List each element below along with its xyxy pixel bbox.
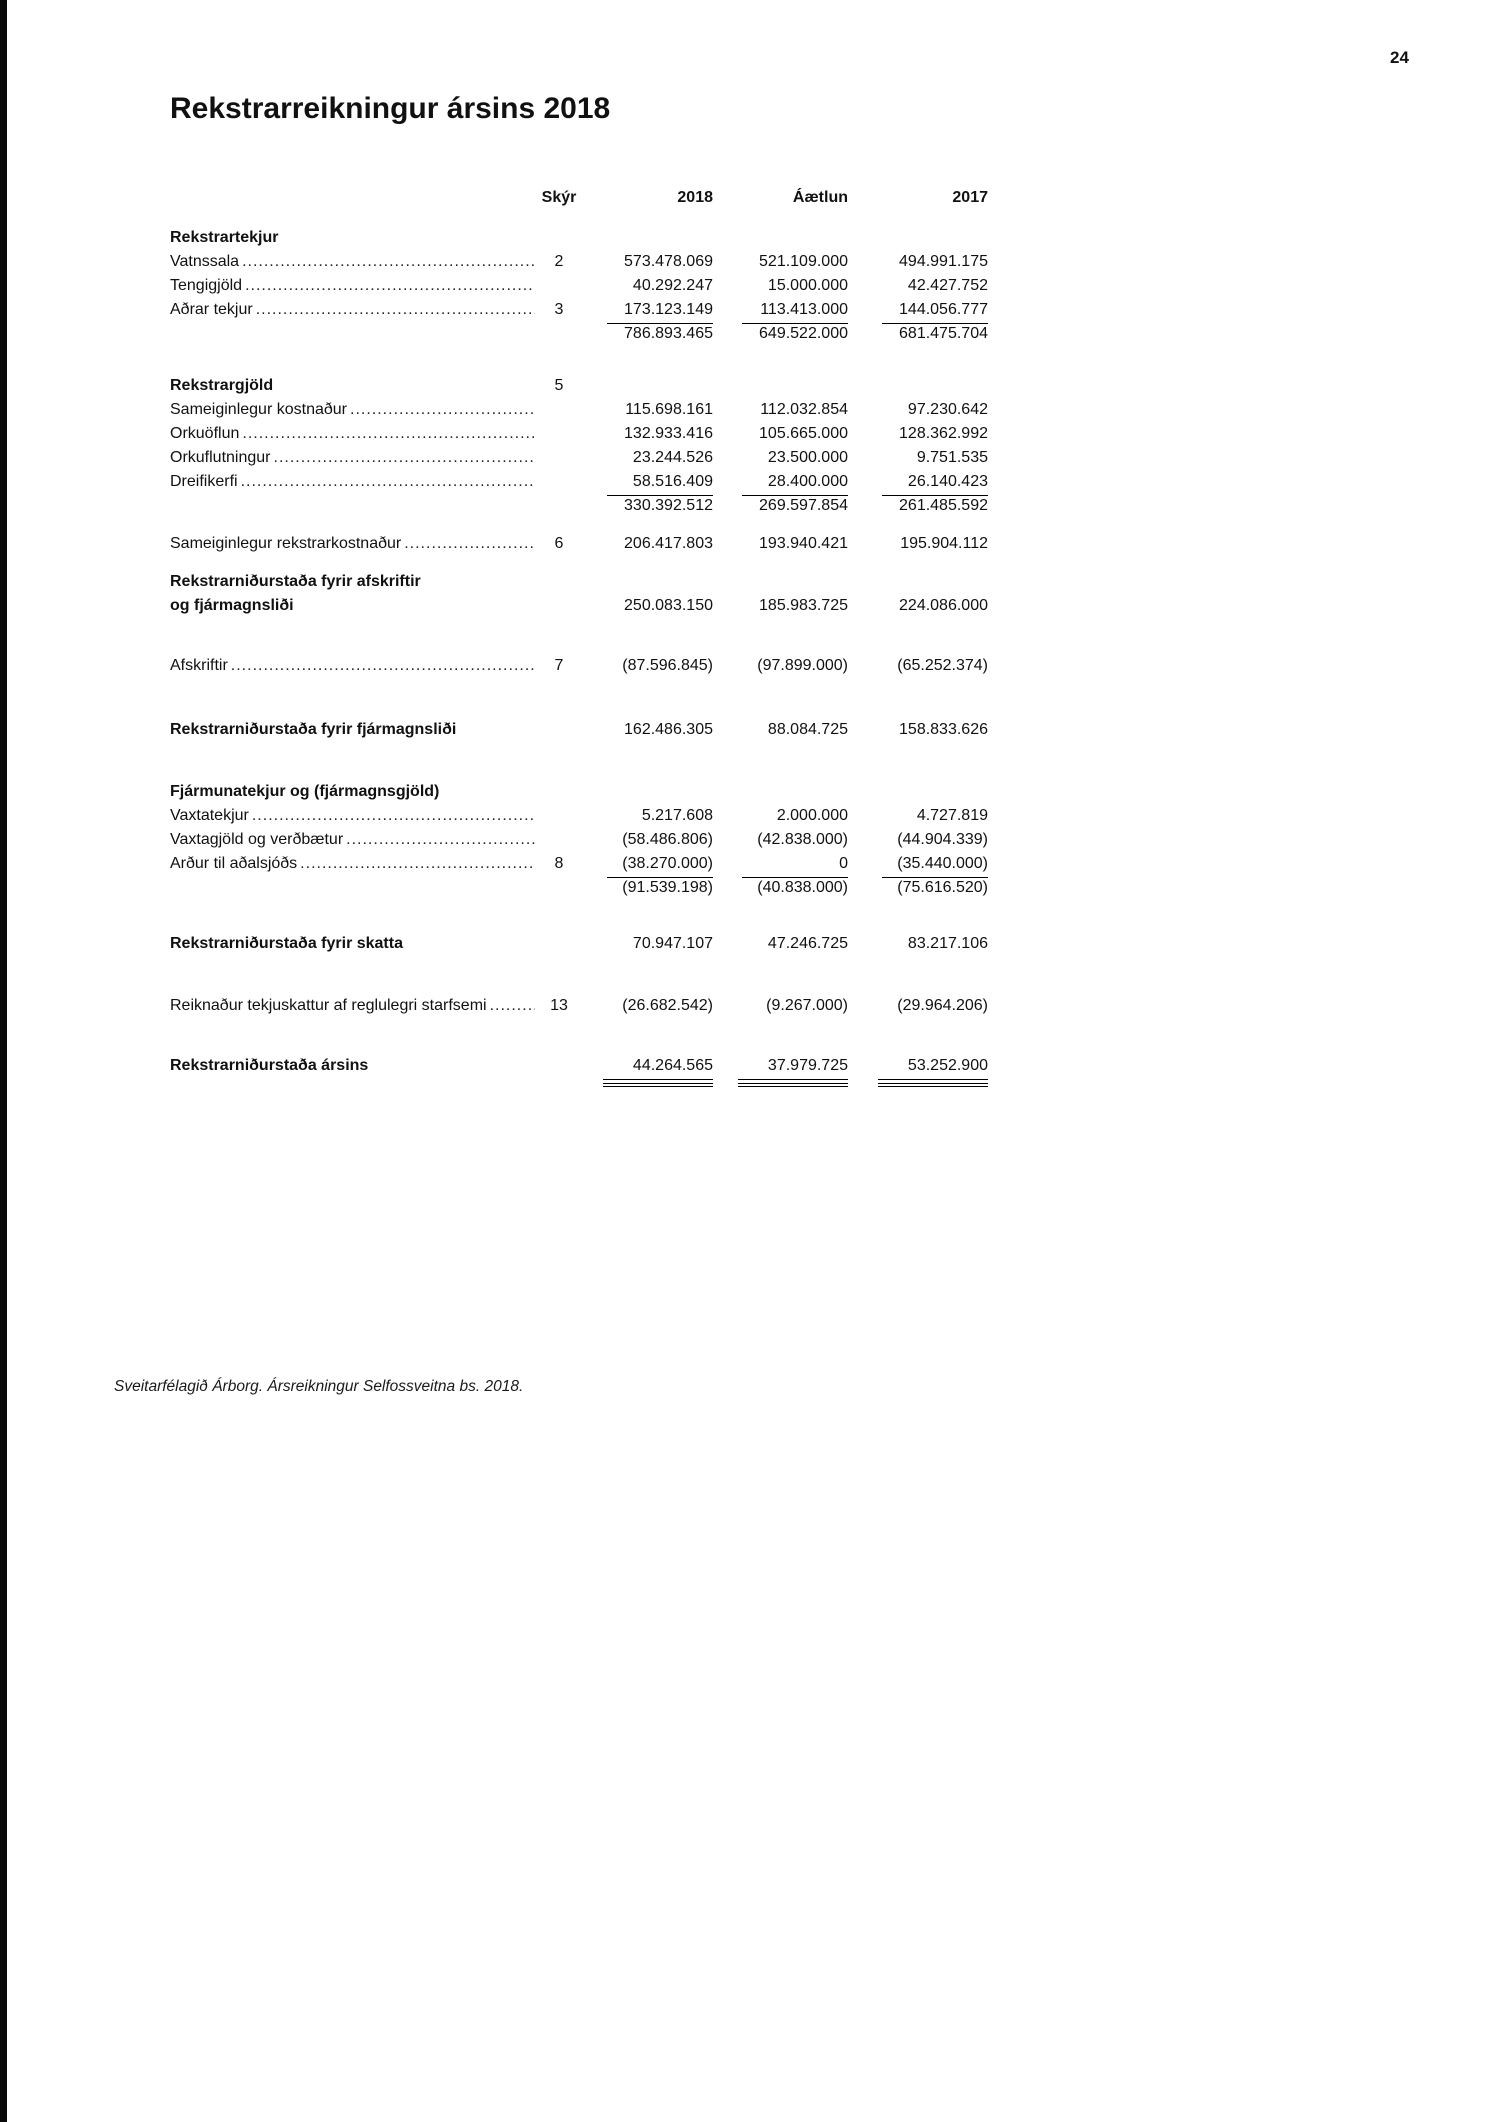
table-header-row — [170, 186, 1000, 210]
value-aetlun: 88.084.725 — [767, 721, 848, 738]
table-row-item — [170, 654, 1000, 678]
row-label: Sameiginlegur rekstrarkostnaður ..... — [170, 532, 535, 556]
value-c2017: 9.751.535 — [916, 449, 988, 466]
dot-leader — [346, 828, 535, 852]
table-row-section — [170, 226, 1000, 250]
footer-note: Sveitarfélagið Árborg. Ársreikningur Selfossveitna bs. 2018. — [114, 1378, 524, 1395]
col-header-aetlun: Áætlun — [792, 189, 848, 206]
value-c2017: 97.230.642 — [907, 401, 988, 418]
table-row-item — [170, 994, 1000, 1018]
value-c2017: (44.904.339) — [897, 831, 988, 848]
note-reference: 6 — [554, 535, 564, 552]
value-aetlun: (40.838.000) — [757, 879, 848, 896]
dot-leader — [274, 446, 536, 470]
value-c2018: 786.893.465 — [624, 325, 713, 342]
value-aetlun: 0 — [713, 852, 848, 878]
row-label: Rekstrargjöld — [170, 377, 274, 394]
value-c2018: 173.123.149 — [583, 298, 713, 324]
row-label: Vaxtagjöld og verðbætur ..... — [170, 828, 535, 852]
value-aetlun: 47.246.725 — [767, 935, 848, 952]
row-label: Orkuflutningur ..... — [170, 446, 535, 470]
table-row-result — [170, 932, 1000, 956]
value-c2017: 195.904.112 — [900, 535, 988, 552]
table-row-result — [170, 1054, 1000, 1078]
table-row-total — [170, 322, 1000, 346]
table-row-item — [170, 274, 1000, 298]
table-row-item — [170, 828, 1000, 852]
value-aetlun: 269.597.854 — [759, 497, 848, 514]
value-c2017: 53.252.900 — [848, 1054, 988, 1087]
dot-leader — [490, 994, 535, 1018]
note-reference: 2 — [554, 253, 564, 270]
table-row-item — [170, 422, 1000, 446]
table-row-result — [170, 594, 1000, 618]
row-label: Dreifikerfi ..... — [170, 470, 535, 494]
value-aetlun: 15.000.000 — [767, 277, 848, 294]
table-row-total — [170, 876, 1000, 900]
table-row-item — [170, 398, 1000, 422]
value-c2017: 42.427.752 — [907, 277, 988, 294]
value-c2017: 26.140.423 — [848, 470, 988, 496]
row-label: Sameiginlegur kostnaður ..... — [170, 398, 535, 422]
table-row-result — [170, 570, 1000, 594]
value-c2017: 261.485.592 — [899, 497, 988, 514]
value-c2018: (38.270.000) — [583, 852, 713, 878]
row-label: Aðrar tekjur ..... — [170, 298, 535, 322]
value-c2018: 206.417.803 — [624, 535, 713, 552]
row-label: Rekstrarniðurstaða fyrir skatta — [170, 935, 403, 952]
value-c2017: 144.056.777 — [848, 298, 988, 324]
table-row-section — [170, 374, 1000, 398]
value-aetlun: 37.979.725 — [713, 1054, 848, 1087]
dot-leader — [404, 532, 535, 556]
table-row-item — [170, 804, 1000, 828]
value-c2018: 5.217.608 — [641, 807, 713, 824]
value-c2018: 23.244.526 — [632, 449, 713, 466]
col-header-skyr: Skýr — [541, 189, 577, 206]
value-c2017: 128.362.992 — [899, 425, 988, 442]
row-label: Rekstrarniðurstaða fyrir afskriftir — [170, 573, 421, 590]
col-header-2018: 2018 — [677, 189, 713, 206]
dot-leader — [231, 654, 535, 678]
value-aetlun: 2.000.000 — [776, 807, 848, 824]
table-row-total — [170, 494, 1000, 518]
row-label: Rekstrarniðurstaða fyrir fjármagnsliði — [170, 721, 457, 738]
value-c2018: 330.392.512 — [624, 497, 713, 514]
row-label: Afskriftir ..... — [170, 654, 535, 678]
value-c2017: 224.086.000 — [899, 597, 988, 614]
value-c2018: 132.933.416 — [624, 425, 713, 442]
value-aetlun: 23.500.000 — [767, 449, 848, 466]
value-c2017: (65.252.374) — [897, 657, 988, 674]
table-row-item — [170, 250, 1000, 274]
dot-leader — [245, 274, 535, 298]
value-aetlun: 521.109.000 — [759, 253, 848, 270]
value-c2018: 573.478.069 — [624, 253, 713, 270]
value-c2017: 681.475.704 — [899, 325, 988, 342]
value-c2018: (87.596.845) — [622, 657, 713, 674]
page-number: 24 — [1390, 48, 1409, 67]
table-body — [170, 226, 1000, 1078]
value-c2017: 158.833.626 — [899, 721, 988, 738]
value-c2018: 40.292.247 — [632, 277, 713, 294]
table-row-result — [170, 718, 1000, 742]
row-label: Tengigjöld ..... — [170, 274, 535, 298]
value-c2017: 494.991.175 — [899, 253, 988, 270]
value-c2018: 162.486.305 — [624, 721, 713, 738]
note-reference: 5 — [554, 377, 564, 394]
row-label: Reiknaður tekjuskattur af reglulegri starfsemi ..... — [170, 994, 535, 1018]
value-c2018: 44.264.565 — [583, 1054, 713, 1087]
row-label: Rekstrarniðurstaða ársins — [170, 1057, 369, 1074]
note-reference: 3 — [554, 301, 564, 318]
row-label: Vatnssala ..... — [170, 250, 535, 274]
value-aetlun: 28.400.000 — [713, 470, 848, 496]
note-reference: 8 — [554, 855, 564, 872]
dot-leader — [241, 470, 535, 494]
dot-leader — [256, 298, 535, 322]
dot-leader — [350, 398, 535, 422]
row-label: Rekstrartekjur — [170, 229, 279, 246]
value-c2018: 250.083.150 — [624, 597, 713, 614]
value-c2017: (29.964.206) — [897, 997, 988, 1014]
value-aetlun: (42.838.000) — [757, 831, 848, 848]
value-c2018: (91.539.198) — [622, 879, 713, 896]
scan-edge-artifact — [0, 0, 7, 2122]
value-c2017: 4.727.819 — [916, 807, 988, 824]
row-label: Fjármunatekjur og (fjármagnsgjöld) — [170, 783, 440, 800]
value-c2018: (58.486.806) — [622, 831, 713, 848]
table-row-item — [170, 470, 1000, 494]
col-header-2017: 2017 — [952, 189, 988, 206]
value-aetlun: (97.899.000) — [757, 657, 848, 674]
table-row-section — [170, 780, 1000, 804]
value-aetlun: 113.413.000 — [713, 298, 848, 324]
value-aetlun: (9.267.000) — [766, 997, 848, 1014]
dot-leader — [300, 852, 535, 876]
value-aetlun: 105.665.000 — [759, 425, 848, 442]
value-c2018: (26.682.542) — [622, 997, 713, 1014]
value-c2018: 70.947.107 — [632, 935, 713, 952]
dot-leader — [252, 804, 535, 828]
value-c2017: (75.616.520) — [897, 879, 988, 896]
dot-leader — [242, 422, 535, 446]
table-row-item — [170, 298, 1000, 322]
value-c2017: 83.217.106 — [907, 935, 988, 952]
value-aetlun: 112.032.854 — [760, 401, 848, 418]
dot-leader — [242, 250, 535, 274]
value-c2018: 58.516.409 — [583, 470, 713, 496]
row-label: og fjármagnsliði — [170, 597, 294, 614]
income-statement-table — [170, 186, 1000, 1078]
value-aetlun: 193.940.421 — [759, 535, 848, 552]
page-title: Rekstrarreikningur ársins 2018 — [170, 92, 611, 125]
value-c2017: (35.440.000) — [848, 852, 988, 878]
table-row-item — [170, 852, 1000, 876]
row-label: Vaxtatekjur ..... — [170, 804, 535, 828]
row-label: Arður til aðalsjóðs ..... — [170, 852, 535, 876]
row-label: Orkuöflun ..... — [170, 422, 535, 446]
value-aetlun: 649.522.000 — [759, 325, 848, 342]
value-aetlun: 185.983.725 — [759, 597, 848, 614]
table-row-item — [170, 446, 1000, 470]
value-c2018: 115.698.161 — [625, 401, 713, 418]
note-reference: 13 — [550, 997, 568, 1014]
note-reference: 7 — [554, 657, 564, 674]
table-row-item — [170, 532, 1000, 556]
